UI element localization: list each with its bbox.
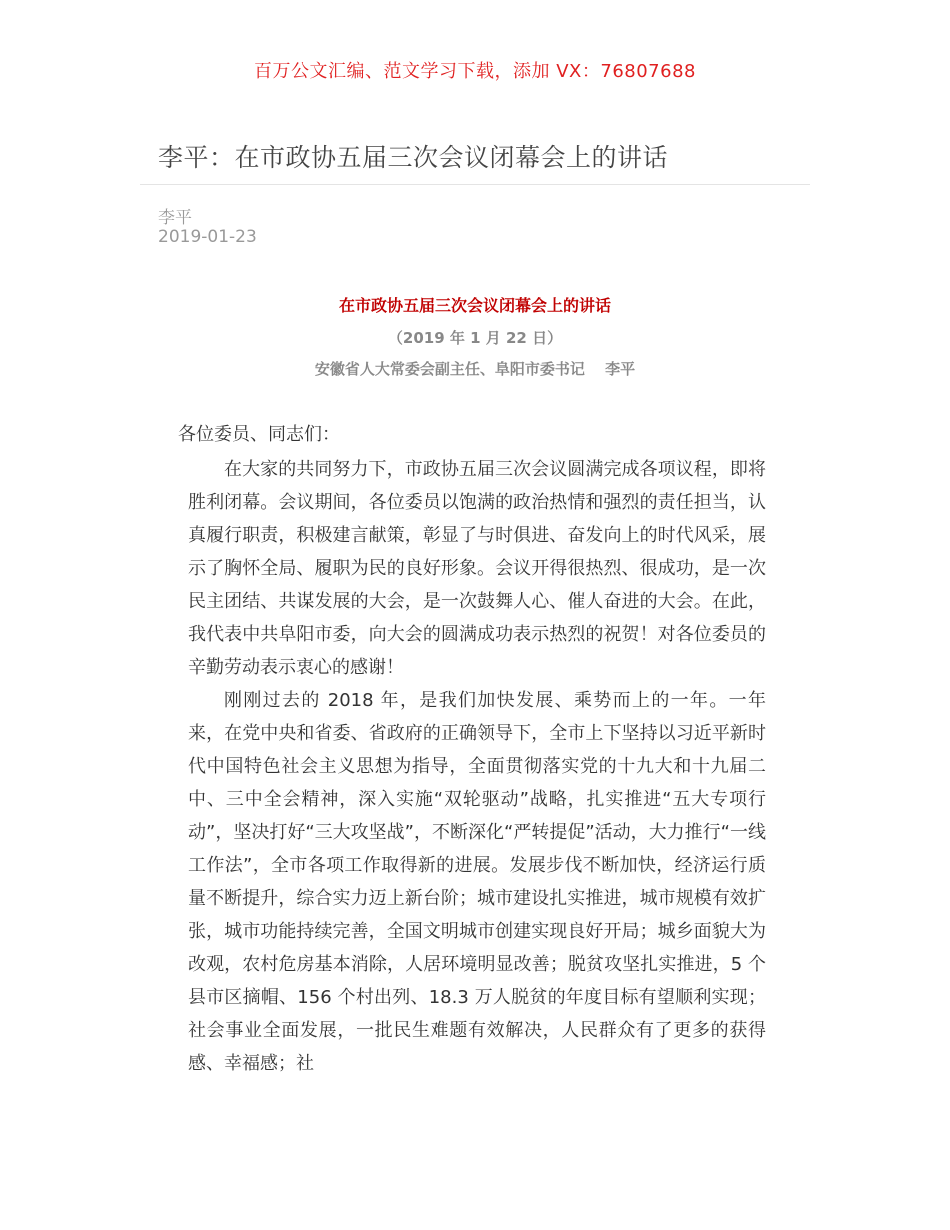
paragraph: 刚刚过去的 2018 年，是我们加快发展、乘势而上的一年。一年来，在党中央和省委、省政府的正确领导下，全市上下坚持以习近平新时代中国特色社会主义思想为指导，全面贯彻落实党的十九大和十九届二中、三中全会精神，深入实施“双轮驱动”战略，扎实推进“五大专项行动”，坚决打好“三大攻坚战”，不断深化“严转提促”活动，大力推行“一线工作法”，全市各项工作取得新的进展。发展步伐不断加快，经济运行质量不断提升，综合实力迈上新台阶；城市建设扎实推进，城市规模有效扩张，城市功能持续完善，全国文明城市创建实现良好开局；城乡面貌大为改观，农村危房基本消除，人居环境明显改善；脱贫攻坚扎实推进，5 个县市区摘帽、156 个村出列、18.3 万人脱贫的年度目标有望顺利实现；社会事业全面发展，一批民生难题有效解决，人民群众有了更多的获得感、幸福感；社 xyxy=(188,690,766,1074)
paragraph: 在大家的共同努力下，市政协五届三次会议圆满完成各项议程，即将胜利闭幕。会议期间，各位委员以饱满的政治热情和强烈的责任担当，认真履行职责，积极建言献策，彰显了与时俱进、奋发向上的时代风采，展示了胸怀全局、履职为民的良好形象。会议开得很热烈、很成功，是一次民主团结、共谋发展的大会，是一次鼓舞人心、催人奋进的大会。在此，我代表中共阜阳市委，向大会的圆满成功表示热烈的祝贺！对各位委员的辛勤劳动表示衷心的感谢！ xyxy=(188,459,766,678)
document-title: 在市政协五届三次会议闭幕会上的讲话 xyxy=(338,296,611,315)
article-date: 2019-01-23 xyxy=(158,227,257,247)
document-date: （2019 年 1 月 22 日） xyxy=(387,329,563,347)
article-title: 李平：在市政协五届三次会议闭幕会上的讲话 xyxy=(158,143,669,172)
document-speaker: 安徽省人大常委会副主任、阜阳市委书记 李平 xyxy=(314,360,636,378)
title-divider xyxy=(140,184,810,185)
speech-body xyxy=(188,453,766,1080)
salutation: 各位委员、同志们： xyxy=(178,424,340,445)
promo-banner[interactable]: 百万公文汇编、范文学习下载，添加 VX：76807688 xyxy=(254,61,696,82)
article-author: 李平 xyxy=(158,208,192,228)
